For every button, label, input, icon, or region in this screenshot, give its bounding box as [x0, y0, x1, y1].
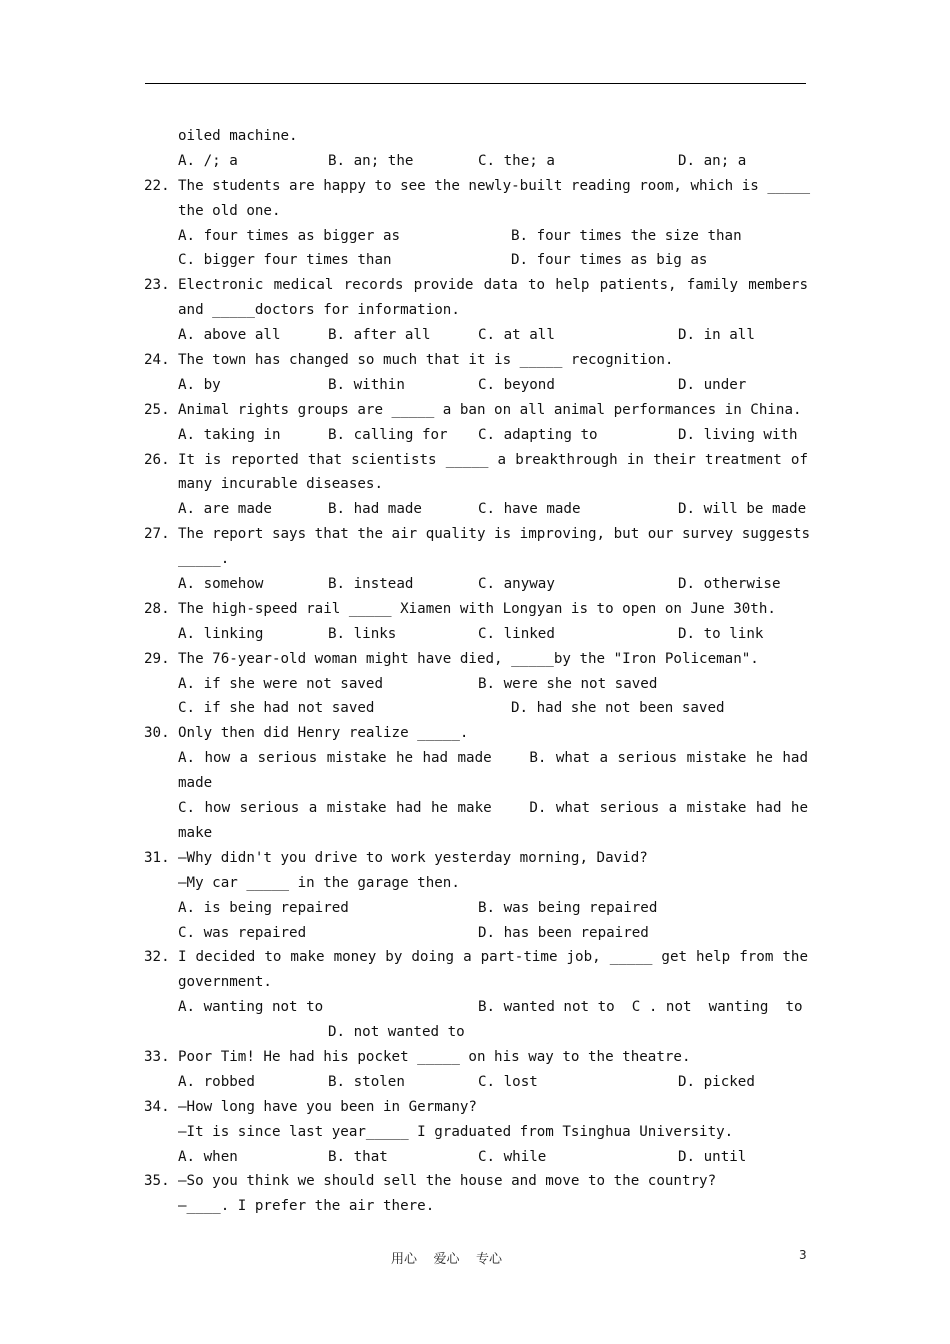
question-27-stem-cont	[144, 547, 808, 572]
option-d: D. living with	[678, 426, 798, 443]
question-stem: I decided to make money by doing a part-time job, _____ get help from the	[178, 949, 808, 966]
question-number: 31.	[144, 849, 170, 866]
question-28-options	[144, 622, 808, 647]
question-34-options	[144, 1145, 808, 1170]
question-26-options	[144, 497, 808, 522]
option-d: D. not wanted to	[328, 1024, 465, 1041]
option-a: A. are made	[178, 501, 272, 518]
question-stem: Animal rights groups are _____ a ban on all animal performances in China.	[178, 401, 802, 418]
option-b: B. stolen	[328, 1073, 405, 1090]
question-stem: —How long have you been in Germany?	[178, 1098, 477, 1115]
question-31	[144, 846, 808, 871]
page-number: 3	[799, 1248, 807, 1262]
question-30-options-row2-cont	[144, 821, 808, 846]
option-d: D. to link	[678, 625, 764, 642]
option-d: D. until	[678, 1148, 747, 1165]
option-a: A. linking	[178, 625, 264, 642]
question-stem: —____. I prefer the air there.	[178, 1198, 435, 1215]
option-a: A. when	[178, 1148, 238, 1165]
option-b: B. had made	[328, 501, 422, 518]
option-a: A. /; a	[178, 152, 238, 169]
question-35-stem-cont	[144, 1194, 808, 1219]
question-21-continuation	[144, 124, 808, 149]
question-34-stem-cont	[144, 1120, 808, 1145]
question-stem: The high-speed rail _____ Xiamen with Longyan is to open on June 30th.	[178, 600, 776, 617]
question-number: 25.	[144, 401, 170, 418]
question-27-options	[144, 572, 808, 597]
option-d-cont: make	[178, 824, 213, 841]
question-number: 32.	[144, 949, 170, 966]
question-29-options-row2	[144, 696, 808, 721]
question-21-options	[144, 149, 808, 174]
question-23-stem-cont	[144, 298, 808, 323]
option-c-d: C. how serious a mistake had he make D. what serious a mistake had he	[178, 800, 808, 817]
question-number: 30.	[144, 725, 170, 742]
footer-motto: 用心 爱心 专心	[391, 1252, 503, 1267]
question-stem: —My car _____ in the garage then.	[178, 874, 460, 891]
question-31-stem-cont	[144, 871, 808, 896]
question-number: 22.	[144, 177, 170, 194]
option-b: B. within	[328, 376, 405, 393]
question-22-stem-cont	[144, 199, 808, 224]
question-32-stem-cont	[144, 970, 808, 995]
question-30-options-row1	[144, 746, 808, 771]
option-a: A. robbed	[178, 1073, 255, 1090]
question-33-options	[144, 1070, 808, 1095]
question-stem: —It is since last year_____ I graduated from Tsinghua University.	[178, 1123, 734, 1140]
question-number: 34.	[144, 1098, 170, 1115]
question-22-options-row2	[144, 248, 808, 273]
question-stem: —So you think we should sell the house and move to the country?	[178, 1173, 717, 1190]
question-29	[144, 647, 808, 672]
option-a: A. somehow	[178, 576, 264, 593]
header-rule	[145, 83, 806, 84]
option-b-cont: made	[178, 775, 213, 792]
option-a: A. above all	[178, 327, 281, 344]
question-stem: The students are happy to see the newly-built reading room, which is _____	[178, 177, 811, 194]
option-c: C. at all	[478, 327, 555, 344]
question-22	[144, 174, 811, 199]
option-c: C. if she had not saved	[178, 700, 375, 717]
question-stem: The town has changed so much that it is _____ recognition.	[178, 352, 674, 369]
question-number: 26.	[144, 451, 170, 468]
question-number: 23.	[144, 277, 170, 294]
option-d: D. will be made	[678, 501, 807, 518]
option-b-c: B. wanted not to C . not wanting to	[478, 999, 803, 1016]
option-a: A. if she were not saved	[178, 675, 383, 692]
question-number: 33.	[144, 1048, 170, 1065]
question-stem: and _____doctors for information.	[178, 302, 460, 319]
option-a: A. by	[178, 376, 221, 393]
question-34	[144, 1095, 808, 1120]
question-31-options-row1	[144, 896, 808, 921]
option-b: B. calling for	[328, 426, 448, 443]
question-list	[144, 124, 811, 1219]
option-a: A. wanting not to	[178, 999, 324, 1016]
option-d: D. under	[678, 376, 747, 393]
option-c: C. have made	[478, 501, 581, 518]
question-number: 24.	[144, 352, 170, 369]
option-d: D. picked	[678, 1073, 755, 1090]
option-b: B. was being repaired	[478, 899, 658, 916]
question-stem: The 76-year-old woman might have died, _____by the "Iron Policeman".	[178, 650, 759, 667]
option-b: B. after all	[328, 327, 431, 344]
question-number: 27.	[144, 526, 170, 543]
option-c: C. bigger four times than	[178, 252, 392, 269]
question-29-options-row1	[144, 672, 808, 697]
option-a: A. taking in	[178, 426, 281, 443]
question-25	[144, 398, 808, 423]
question-22-options-row1	[144, 224, 808, 249]
question-stem: Only then did Henry realize _____.	[178, 725, 469, 742]
question-stem: the old one.	[178, 202, 281, 219]
question-stem: —Why didn't you drive to work yesterday morning, David?	[178, 849, 648, 866]
question-stem: Poor Tim! He had his pocket _____ on his way to the theatre.	[178, 1048, 691, 1065]
option-d: D. in all	[678, 327, 755, 344]
question-35	[144, 1169, 808, 1194]
option-d: D. four times as big as	[511, 252, 708, 269]
question-27	[144, 522, 811, 547]
question-stem: It is reported that scientists _____ a breakthrough in their treatment of	[178, 451, 808, 468]
option-a: A. four times as bigger as	[178, 227, 401, 244]
option-c: C. adapting to	[478, 426, 598, 443]
option-b: B. four times the size than	[511, 227, 742, 244]
option-b: B. that	[328, 1148, 388, 1165]
question-stem: _____.	[178, 551, 230, 568]
question-28	[144, 597, 808, 622]
question-24	[144, 348, 808, 373]
question-30-options-row2	[144, 796, 808, 821]
option-a-b: A. how a serious mistake he had made B. what a serious mistake he had	[178, 750, 808, 767]
option-d: D. an; a	[678, 152, 747, 169]
option-c: C. the; a	[478, 152, 555, 169]
option-c: C. linked	[478, 625, 555, 642]
question-23	[144, 273, 808, 298]
question-stem: government.	[178, 974, 272, 991]
option-c: C. anyway	[478, 576, 555, 593]
option-d: D. has been repaired	[478, 924, 649, 941]
question-stem: Electronic medical records provide data to help patients, family members	[178, 277, 808, 294]
question-stem: The report says that the air quality is improving, but our survey suggests	[178, 526, 811, 543]
question-30-options-row1-cont	[144, 771, 808, 796]
question-26	[144, 448, 808, 473]
option-b: B. links	[328, 625, 397, 642]
option-b: B. an; the	[328, 152, 414, 169]
question-25-options	[144, 423, 808, 448]
question-24-options	[144, 373, 808, 398]
option-c: C. beyond	[478, 376, 555, 393]
question-32-options-row1	[144, 995, 808, 1020]
option-a: A. is being repaired	[178, 899, 349, 916]
question-stem: oiled machine.	[178, 128, 298, 144]
question-number: 28.	[144, 600, 170, 617]
option-c: C. while	[478, 1148, 547, 1165]
question-33	[144, 1045, 808, 1070]
question-23-options	[144, 323, 808, 348]
option-c: C. lost	[478, 1073, 538, 1090]
page-footer	[0, 1248, 950, 1268]
question-32	[144, 945, 808, 970]
question-number: 29.	[144, 650, 170, 667]
option-b: B. were she not saved	[478, 675, 658, 692]
option-b: B. instead	[328, 576, 414, 593]
question-stem: many incurable diseases.	[178, 476, 383, 493]
question-31-options-row2	[144, 921, 808, 946]
option-d: D. otherwise	[678, 576, 781, 593]
question-32-options-row2	[144, 1020, 808, 1045]
question-26-stem-cont	[144, 472, 808, 497]
option-c: C. was repaired	[178, 924, 307, 941]
question-30	[144, 721, 808, 746]
question-number: 35.	[144, 1173, 170, 1190]
option-d: D. had she not been saved	[511, 700, 725, 717]
